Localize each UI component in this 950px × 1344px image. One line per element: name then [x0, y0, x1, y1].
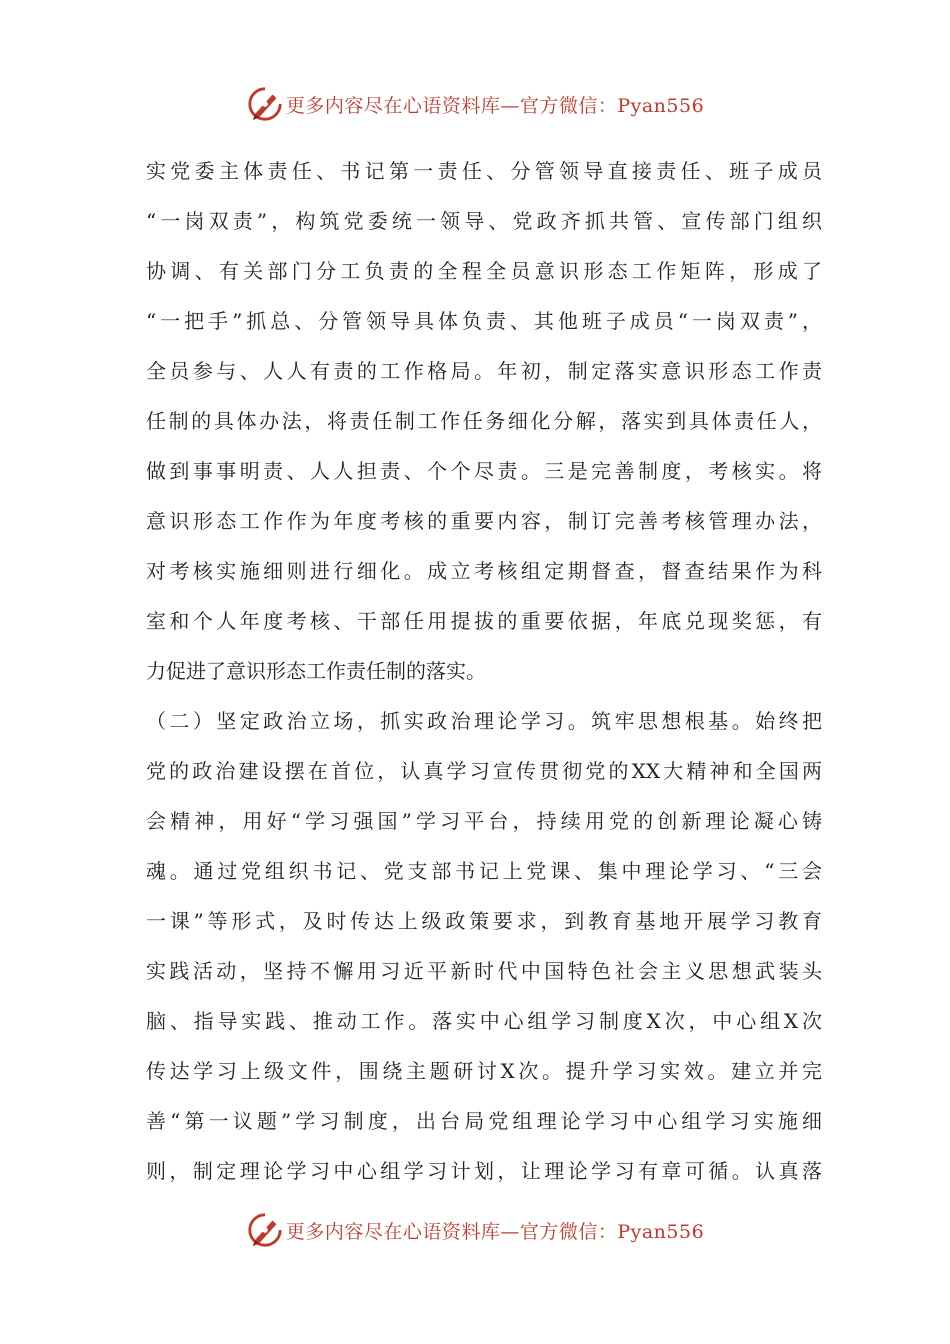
body-line-4: “一把手”抓总、分管领导具体负责、其他班子成员“一岗双责”， — [146, 309, 822, 333]
body-line-19: 传达学习上级文件，围绕主题研讨X次。提升学习实效。建立并完 — [146, 1059, 822, 1083]
footer-banner-text: 更多内容尽在心语资料库—官方微信：Pyan556 — [285, 1220, 705, 1243]
body-line-20: 善“第一议题”学习制度，出台局党组理论学习中心组学习实施细 — [146, 1109, 822, 1133]
header-watermark-banner — [0, 82, 950, 126]
body-line-5: 全员参与、人人有责的工作格局。年初，制定落实意识形态工作责 — [146, 359, 822, 383]
body-line-1: 实党委主体责任、书记第一责任、分管领导直接责任、班子成员 — [146, 159, 822, 183]
body-line-16: 一课”等形式，及时传达上级政策要求，到教育基地开展学习教育 — [146, 909, 822, 933]
body-line-6: 任制的具体办法，将责任制工作任务细化分解，落实到具体责任人， — [146, 409, 822, 433]
body-line-17: 实践活动，坚持不懈用习近平新时代中国特色社会主义思想武装头 — [146, 959, 822, 983]
body-line-8: 意识形态工作作为年度考核的重要内容，制订完善考核管理办法， — [146, 509, 822, 533]
body-line-10: 室和个人年度考核、干部任用提拔的重要依据，年底兑现奖惩，有 — [146, 609, 822, 633]
body-line-7: 做到事事明责、人人担责、个个尽责。三是完善制度，考核实。将 — [146, 459, 822, 483]
document-body — [146, 146, 822, 1196]
header-banner-text: 更多内容尽在心语资料库—官方微信：Pyan556 — [285, 94, 705, 117]
pen-in-circle-logo-icon — [246, 1211, 284, 1249]
body-line-14: 会精神，用好“学习强国”学习平台，持续用党的创新理论凝心铸 — [146, 809, 822, 833]
body-line-9: 对考核实施细则进行细化。成立考核组定期督查，督查结果作为科 — [146, 559, 822, 583]
body-line-11: 力促进了意识形态工作责任制的落实。 — [146, 659, 486, 683]
section-heading-line: （二）坚定政治立场，抓实政治理论学习。筑牢思想根基。始终把 — [146, 709, 822, 733]
body-line-3: 协调、有关部门分工负责的全程全员意识形态工作矩阵，形成了 — [146, 259, 822, 283]
body-line-15: 魂。通过党组织书记、党支部书记上党课、集中理论学习、“三会 — [146, 859, 822, 883]
pen-in-circle-logo-icon — [246, 85, 284, 123]
body-line-21: 则，制定理论学习中心组学习计划，让理论学习有章可循。认真落 — [146, 1159, 822, 1183]
body-line-2: “一岗双责”，构筑党委统一领导、党政齐抓共管、宣传部门组织 — [146, 209, 822, 233]
body-line-13: 党的政治建设摆在首位，认真学习宣传贯彻党的XX大精神和全国两 — [146, 759, 822, 783]
footer-watermark-banner — [0, 1208, 950, 1252]
body-line-18: 脑、指导实践、推动工作。落实中心组学习制度X次，中心组X次 — [146, 1009, 822, 1033]
